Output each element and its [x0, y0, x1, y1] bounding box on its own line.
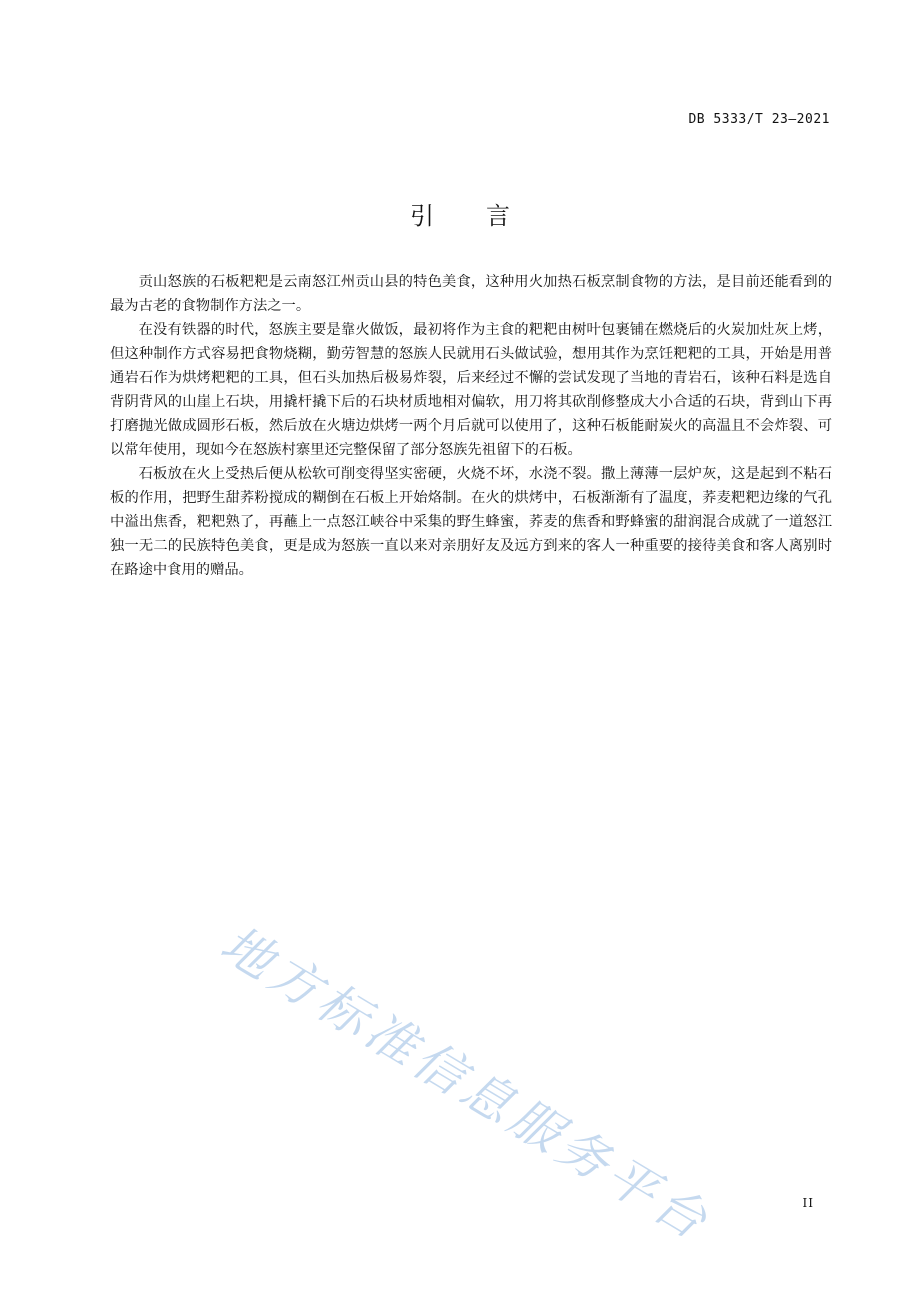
section-title: 引言 [410, 202, 562, 230]
paragraph: 在没有铁器的时代，怒族主要是靠火做饭，最初将作为主食的粑粑由树叶包裹铺在燃烧后的火炭加灶灰上烤，但这种制作方式容易把食物烧糊，勤劳智慧的怒族人民就用石头做试验，想用其作为烹饪粑粑的工具，开始是用普通岩石作为烘烤粑粑的工具，但石头加热后极易炸裂，后来经过不懈的尝试发现了当地的青岩石，该种石料是选自背阴背风的山崖上石块，用撬杆撬下后的石块材质地相对偏软，用刀将其砍削修整成大小合适的石块，背到山下再打磨抛光做成圆形石板，然后放在火塘边烘烤一两个月后就可以使用了，这种石板能耐炭火的高温且不会炸裂、可以常年使用，现如今在怒族村寨里还完整保留了部分怒族先祖留下的石板。 [110, 322, 832, 458]
body-text [110, 270, 832, 582]
document-code: DB 5333/T 23—2021 [688, 112, 830, 127]
paragraph: 贡山怒族的石板粑粑是云南怒江州贡山县的特色美食，这种用火加热石板烹制食物的方法，是目前还能看到的最为古老的食物制作方法之一。 [110, 274, 832, 314]
watermark: 地方标准信息服务平台 [211, 914, 721, 1253]
paragraph: 石板放在火上受热后便从松软可削变得坚实密硬，火烧不坏，水浇不裂。撒上薄薄一层炉灰，这是起到不粘石板的作用，把野生甜荞粉搅成的糊倒在石板上开始烙制。在火的烘烤中，石板渐渐有了温度，荞麦粑粑边缘的气孔中溢出焦香，粑粑熟了，再蘸上一点怒江峡谷中采集的野生蜂蜜，荞麦的焦香和野蜂蜜的甜润混合成就了一道怒江独一无二的民族特色美食，更是成为怒族一直以来对亲朋好友及远方到来的客人一种重要的接待美食和客人离别时在路途中食用的赠品。 [110, 466, 832, 578]
page-number: II [802, 1196, 814, 1210]
